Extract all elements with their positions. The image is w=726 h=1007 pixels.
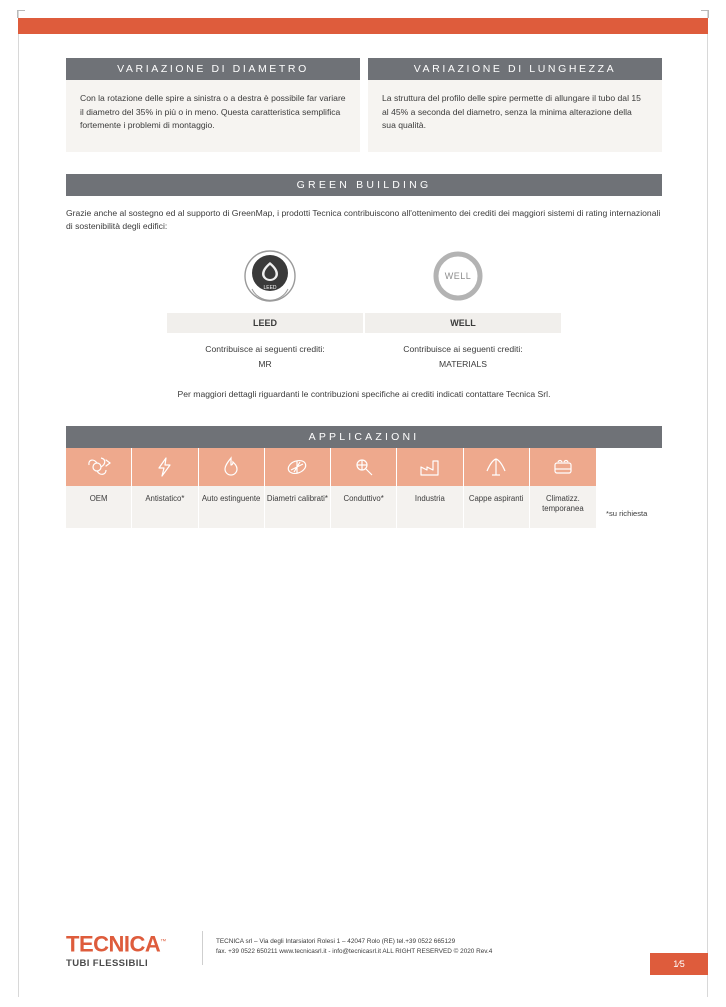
application-cappe-aspiranti-label: Cappe aspiranti	[464, 486, 529, 528]
air-unit-icon	[530, 448, 596, 486]
cert-credits-leed-value: MR	[258, 359, 272, 369]
company-logo-wordmark	[66, 931, 166, 955]
info-box-diametro-body	[66, 80, 360, 152]
conductive-icon	[331, 448, 396, 486]
certification-credits-row	[66, 333, 662, 372]
application-conduttivo	[331, 448, 397, 528]
top-accent-bar	[18, 18, 708, 34]
footer-divider	[202, 931, 203, 965]
company-logo-text: TECNICA	[66, 931, 161, 957]
certification-name-row	[66, 313, 662, 333]
info-boxes	[66, 58, 662, 152]
applications-title: APPLICAZIONI	[66, 426, 662, 448]
cert-name-leed: LEED	[167, 313, 363, 333]
certification-logos	[66, 249, 662, 303]
application-antistatico	[132, 448, 198, 528]
footer-address-line-2: fax. +39 0522 650211 www.tecnicasrl.it - info@tecnicasrl.it ALL RIGHT RESERVED © 2020 Rev.4	[216, 947, 493, 955]
cert-credits-leed-label: Contribuisce ai seguenti crediti:	[205, 344, 325, 354]
info-box-lunghezza-body	[368, 80, 662, 152]
green-building-title: GREEN BUILDING	[66, 174, 662, 196]
green-building-intro: Grazie anche al sostegno ed al supporto di GreenMap, i prodotti Tecnica contribuiscono all'ottenimento dei crediti dei maggiori sistemi di rating internazionali di sostenibilità degli edifici:	[66, 208, 661, 231]
application-conduttivo-label: Conduttivo*	[331, 486, 396, 528]
application-cappe-aspiranti	[464, 448, 530, 528]
cert-name-well: WELL	[365, 313, 561, 333]
info-box-diametro	[66, 58, 360, 152]
cert-credits-well	[365, 333, 561, 372]
application-auto-estinguente	[199, 448, 265, 528]
application-industria-label: Industria	[397, 486, 462, 528]
footer-contact-info	[216, 937, 492, 956]
trademark-symbol: ™	[160, 939, 166, 945]
well-seal-icon	[430, 249, 486, 303]
application-climatizzazione-label: Climatizz. temporanea	[530, 486, 596, 528]
svg-text:WELL: WELL	[444, 271, 472, 281]
applications-footnote: *su richiesta	[606, 509, 648, 518]
info-box-lunghezza-title: VARIAZIONE DI LUNGHEZZA	[368, 58, 662, 80]
application-auto-estinguente-label: Auto estinguente	[199, 486, 264, 528]
application-oem	[66, 448, 132, 528]
svg-text:LEED: LEED	[263, 285, 277, 291]
green-building-note: Per maggiori dettagli riguardanti le contribuzioni specifiche ai crediti indicati contattare Tecnica Srl.	[177, 389, 551, 399]
caliper-icon	[265, 448, 330, 486]
leed-logo	[240, 249, 300, 303]
applications-wrapper	[66, 448, 662, 528]
lightning-bolt-icon	[132, 448, 197, 486]
page-footer	[66, 931, 696, 973]
info-box-diametro-text: Con la rotazione delle spire a sinistra o a destra è possibile far variare il diametro del 35% in più o in meno. Questa caratteristica semplifica fortemente i problemi di montaggio.	[80, 93, 346, 130]
footer-address-line-1: TECNICA srl – Via degli Intarsiatori Rolesi 1 – 42047 Rolo (RE) tel.+39 0522 665129	[216, 938, 456, 945]
cert-credits-well-label: Contribuisce ai seguenti crediti:	[403, 344, 523, 354]
info-box-lunghezza	[368, 58, 662, 152]
application-diametri-calibrati	[265, 448, 331, 528]
left-margin-rule	[18, 10, 19, 997]
application-antistatico-label: Antistatico*	[132, 486, 197, 528]
top-right-corner-mark	[701, 10, 709, 18]
hood-icon	[464, 448, 529, 486]
page-content	[66, 58, 662, 528]
leed-seal-icon	[242, 249, 298, 303]
cert-credits-leed	[167, 333, 363, 372]
company-logo-tagline: TUBI FLESSIBILI	[66, 958, 148, 970]
application-climatizzazione-temporanea	[530, 448, 596, 528]
page-number-badge: 1⁄5	[650, 953, 708, 975]
application-diametri-calibrati-label: Diametri calibrati*	[265, 486, 330, 528]
application-industria	[397, 448, 463, 528]
top-accent-bar-wrapper	[18, 18, 708, 34]
info-box-diametro-title: VARIAZIONE DI DIAMETRO	[66, 58, 360, 80]
flame-icon	[199, 448, 264, 486]
well-logo	[428, 249, 488, 303]
right-margin-rule	[707, 10, 708, 997]
applications-row	[66, 448, 596, 528]
factory-icon	[397, 448, 462, 486]
top-left-corner-mark	[17, 10, 25, 18]
application-oem-label: OEM	[66, 486, 131, 528]
company-logo	[66, 931, 186, 969]
cert-credits-well-value: MATERIALS	[438, 359, 488, 369]
info-box-lunghezza-text: La struttura del profilo delle spire permette di allungare il tubo dal 15 al 45% a seconda del diametro, senza la minima alterazione della sua qualità.	[382, 93, 641, 130]
fan-gear-icon	[66, 448, 131, 486]
